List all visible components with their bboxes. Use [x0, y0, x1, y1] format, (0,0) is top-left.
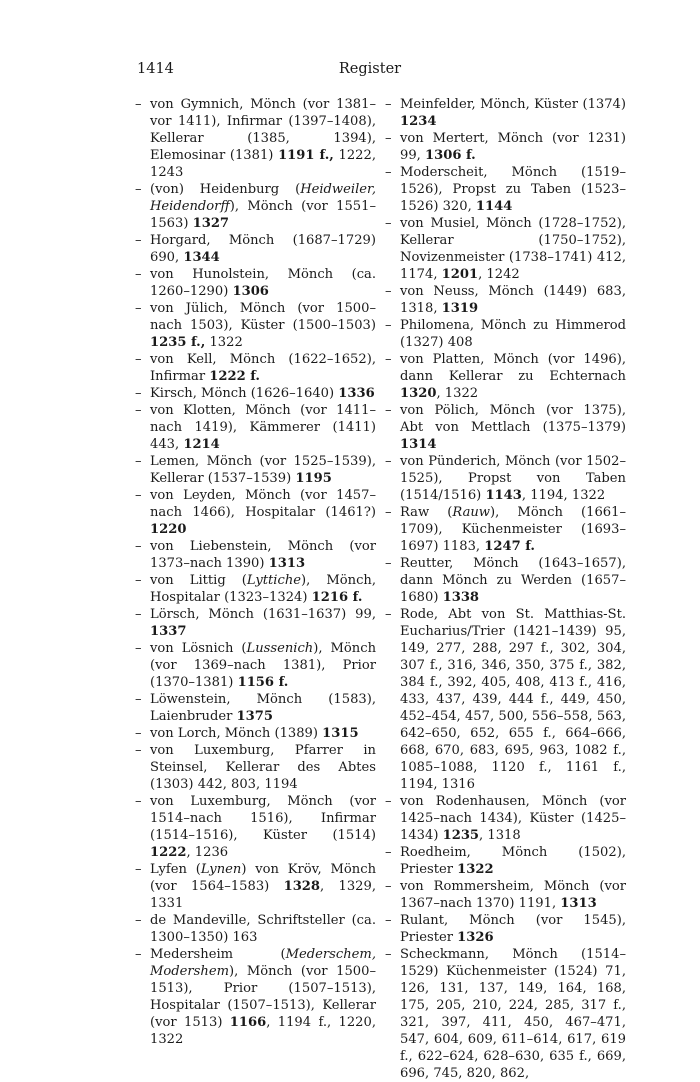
name-variant: Lussenich [246, 641, 314, 656]
bold-page-reference: 1375 [236, 709, 273, 724]
index-entry: – von Neuss, Mönch (1449) 683, 1318, 1319 [400, 283, 626, 317]
index-entry: – von Platten, Mönch (vor 1496), dann Kellerar zu Echternach 1320, 1322 [400, 351, 626, 402]
index-entry: – von Pünderich, Mönch (vor 1502–1525), Propst von Taben (1514/1516) 1143, 1194, 1322 [400, 453, 626, 504]
bold-page-reference: 1143 [485, 488, 522, 503]
name-variant: Lynen [200, 862, 242, 877]
index-entry: – von Hunolstein, Mönch (ca. 1260–1290) 1306 [150, 266, 376, 300]
index-entry: – von Liebenstein, Mönch (vor 1373–nach 1390) 1313 [150, 538, 376, 572]
bold-page-reference: 1247 f. [484, 539, 535, 554]
page-number: 1414 [137, 61, 174, 77]
bold-page-reference: 1338 [442, 590, 480, 605]
index-entry: – von Jülich, Mönch (vor 1500–nach 1503), Küster (1500–1503) 1235 f., 1322 [150, 300, 376, 351]
bold-page-reference: 1319 [441, 301, 479, 316]
bold-page-reference: 1166 [229, 1015, 267, 1030]
bold-page-reference: 1216 f. [311, 590, 363, 605]
index-entry: – Meinfelder, Mönch, Küster (1374) 1234 [400, 96, 626, 130]
index-entry: – von Rommersheim, Mönch (vor 1367–nach 1370) 1191, 1313 [400, 878, 626, 912]
name-variant: Rauw [452, 505, 491, 520]
bold-page-reference: 1315 [322, 726, 359, 741]
index-entry: – von Luxemburg, Mönch (vor 1514–nach 1516), Infirmar (1514–1516), Küster (1514) 1222, 1236 [150, 793, 376, 861]
index-entry: – von Klotten, Mönch (vor 1411–nach 1419), Kämmerer (1411) 443, 1214 [150, 402, 376, 453]
index-entry: – von Luxemburg, Pfarrer in Steinsel, Kellerar des Abtes (1303) 442, 803, 1194 [150, 742, 376, 793]
index-entry: – Horgard, Mönch (1687–1729) 690, 1344 [150, 232, 376, 266]
index-entry: – Roedheim, Mönch (1502), Priester 1322 [400, 844, 626, 878]
index-entry: – Rode, Abt von St. Matthias-St. Eucharius/Trier (1421–1439) 95, 149, 277, 288, 297 f., 302, 304, 307 f., 316, 346, 350, 375 f., 382, 384 f., 392, 405, 408, 413 f., 416, 433, 437, 439, 444 f., 449, 450, 452–454, 457, 500, 556–558, 563, 642–650, 652, 655 f., 664–666, 668, 670, 683, 695, 963, 1082 f., 1085–1088, 1120 f., 1161 f., 1194, 1316 [400, 606, 626, 793]
index-entry: – Raw (Rauw), Mönch (1661–1709), Küchenmeister (1693–1697) 1183, 1247 f. [400, 504, 626, 555]
bold-page-reference: 1314 [400, 437, 437, 452]
bold-page-reference: 1195 [295, 471, 332, 486]
bold-page-reference: 1306 f. [425, 148, 476, 163]
bold-page-reference: 1214 [183, 437, 220, 452]
index-entry: – Lörsch, Mönch (1631–1637) 99, 1337 [150, 606, 376, 640]
bold-page-reference: 1344 [183, 250, 220, 265]
index-entry: – Kirsch, Mönch (1626–1640) 1336 [150, 385, 376, 402]
bold-page-reference: 1322 [457, 862, 494, 877]
bold-page-reference: 1320 [400, 386, 437, 401]
right-index-column [400, 96, 626, 1082]
index-entry: – von Littig (Lyttiche), Mönch, Hospitalar (1323–1324) 1216 f. [150, 572, 376, 606]
index-entry: – (von) Heidenburg (Heidweiler, Heidendorff), Mönch (vor 1551–1563) 1327 [150, 181, 376, 232]
bold-page-reference: 1234 [400, 114, 437, 129]
bold-page-reference: 1337 [150, 624, 187, 639]
index-entry: – von Gymnich, Mönch (vor 1381–vor 1411), Infirmar (1397–1408), Kellerar (1385, 1394), Elemosinar (1381) 1191 f., 1222, 1243 [150, 96, 376, 181]
index-entry: – de Mandeville, Schriftsteller (ca. 1300–1350) 163 [150, 912, 376, 946]
index-entry: – Lemen, Mönch (vor 1525–1539), Kellerar (1537–1539) 1195 [150, 453, 376, 487]
index-entry: – von Rodenhausen, Mönch (vor 1425–nach 1434), Küster (1425–1434) 1235, 1318 [400, 793, 626, 844]
index-entry: – von Lorch, Mönch (1389) 1315 [150, 725, 376, 742]
index-entry: – von Musiel, Mönch (1728–1752), Kellerar (1750–1752), Novizenmeister (1738–1741) 412, 1174, 1201, 1242 [400, 215, 626, 283]
bold-page-reference: 1235 f., [150, 335, 206, 350]
bold-page-reference: 1222 [150, 845, 187, 860]
index-entry: – Moderscheit, Mönch (1519–1526), Propst zu Taben (1523–1526) 320, 1144 [400, 164, 626, 215]
bold-page-reference: 1235 [442, 828, 480, 843]
name-variant: Heidweiler, Heidendorff [150, 182, 376, 214]
name-variant: Lyttiche [246, 573, 302, 588]
index-entry: – Rulant, Mönch (vor 1545), Priester 1326 [400, 912, 626, 946]
left-index-column [150, 96, 376, 1048]
index-entry: – von Kell, Mönch (1622–1652), Infirmar 1222 f. [150, 351, 376, 385]
bold-page-reference: 1222 f. [209, 369, 260, 384]
index-entry: – Lyfen (Lynen) von Kröv, Mönch (vor 1564–1583) 1328, 1329, 1331 [150, 861, 376, 912]
index-entry: – Scheckmann, Mönch (1514–1529) Küchenmeister (1524) 71, 126, 131, 137, 149, 164, 168, 175, 205, 210, 224, 285, 317 f., 321, 397, 411, 450, 467–471, 547, 604, 609, 611–614, 617, 619 f., 622–624, 628–630, 635 f., 669, 696, 745, 820, 862, [400, 946, 626, 1082]
index-entry: – Philomena, Mönch zu Himmerod (1327) 408 [400, 317, 626, 351]
index-entry: – von Mertert, Mönch (vor 1231) 99, 1306 f. [400, 130, 626, 164]
bold-page-reference: 1326 [457, 930, 494, 945]
bold-page-reference: 1327 [192, 216, 230, 231]
bold-page-reference: 1191 f., [278, 148, 334, 163]
bold-page-reference: 1313 [560, 896, 597, 911]
bold-page-reference: 1313 [268, 556, 306, 571]
bold-page-reference: 1144 [475, 199, 513, 214]
name-variant: Mederschem, Modershem [150, 947, 376, 979]
bold-page-reference: 1220 [150, 522, 187, 537]
running-title: Register [338, 61, 402, 77]
bold-page-reference: 1336 [338, 386, 375, 401]
bold-page-reference: 1156 f. [237, 675, 289, 690]
index-entry: – von Pölich, Mönch (vor 1375), Abt von Mettlach (1375–1379) 1314 [400, 402, 626, 453]
bold-page-reference: 1328 [283, 879, 321, 894]
index-entry: – von Lösnich (Lussenich), Mönch (vor 1369–nach 1381), Prior (1370–1381) 1156 f. [150, 640, 376, 691]
index-entry: – Reutter, Mönch (1643–1657), dann Mönch zu Werden (1657–1680) 1338 [400, 555, 626, 606]
bold-page-reference: 1306 [232, 284, 269, 299]
index-entry: – von Leyden, Mönch (vor 1457–nach 1466), Hospitalar (1461?) 1220 [150, 487, 376, 538]
index-entry: – Medersheim (Mederschem, Modershem), Mönch (vor 1500–1513), Prior (1507–1513), Hospitalar (1507–1513), Kellerar (vor 1513) 1166, 1194 f., 1220, 1322 [150, 946, 376, 1048]
bold-page-reference: 1201 [441, 267, 479, 282]
index-entry: – Löwenstein, Mönch (1583), Laienbruder 1375 [150, 691, 376, 725]
